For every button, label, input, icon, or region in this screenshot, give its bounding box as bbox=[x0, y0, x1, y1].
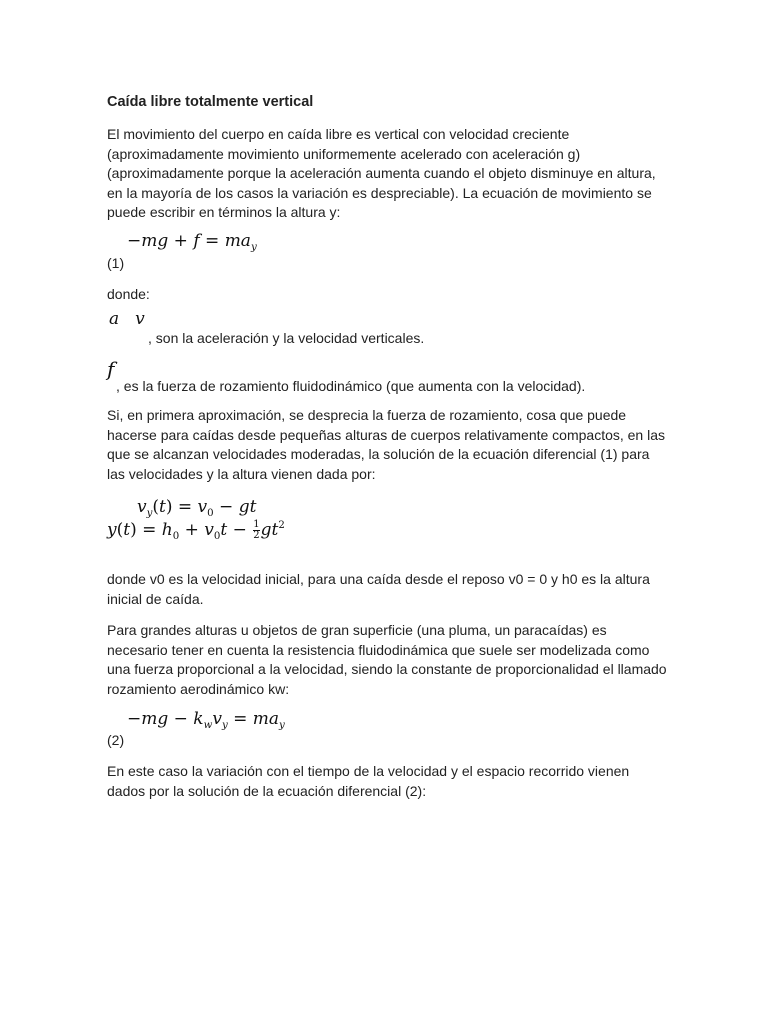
equation-2-number: (2) bbox=[107, 732, 125, 748]
paragraph-initial-conditions: donde v0 es la velocidad inicial, para una caída desde el reposo v0 = 0 y h0 es la altura inicial de caída. bbox=[107, 571, 650, 607]
symbol-v: v bbox=[135, 309, 145, 329]
symbol-f: f bbox=[107, 357, 115, 381]
section-title: Caída libre totalmente vertical bbox=[107, 94, 314, 110]
paragraph-large-heights: Para grandes alturas u objetos de gran superficie (una pluma, un paracaídas) es necesario tener en cuenta la resistencia fluidodinámica que suele ser modelizada como una fuerza proporcional a la velocidad, siendo la constante de proporcionalidad el llamado rozamiento aerodinámico kw: bbox=[107, 622, 667, 697]
symbols-a-v bbox=[109, 309, 169, 329]
equation-1: $-mg + f = ma_y$ bbox=[127, 231, 257, 253]
equation-height: $y(t) = h_0 + v_0t$ − $\frac{1}{2}$ $gt^2$ bbox=[107, 519, 285, 542]
equation-2: $-mg - k_wv_y = ma_y$ bbox=[127, 709, 285, 731]
equation-1-number: (1) bbox=[107, 255, 125, 271]
paragraph-first-approximation: Si, en primera aproximación, se desprecia la fuerza de rozamiento, cosa que puede hacerse para caídas desde pequeñas alturas de cuerpos relativamente compactos, en las que se alcanzan velocidades moderadas, la solución de la ecuación diferencial (1) para las velocidades y la altura vienen dada por: bbox=[107, 407, 666, 482]
donde-label: donde: bbox=[107, 286, 150, 302]
symbol-f-description: , es la fuerza de rozamiento fluidodinámico (que aumenta con la velocidad). bbox=[116, 378, 586, 394]
equation-velocity: $v_y(t) = v_0$ − gt bbox=[137, 497, 257, 519]
symbol-a: a bbox=[109, 309, 120, 329]
paragraph-intro: El movimiento del cuerpo en caída libre es vertical con velocidad creciente (aproximadamente movimiento uniformemente acelerado con aceleración g) (aproximadamente porque la aceleración aumenta cuando el objeto disminuye en altura, en la mayoría de los casos la variación es despreciable). La ecuación de movimiento se puede escribir en términos la altura y: bbox=[107, 126, 656, 220]
symbols-a-v-description: , son la aceleración y la velocidad verticales. bbox=[148, 330, 425, 346]
paragraph-conclusion: En este caso la variación con el tiempo de la velocidad y el espacio recorrido vienen dados por la solución de la ecuación diferencial (2): bbox=[107, 763, 630, 799]
